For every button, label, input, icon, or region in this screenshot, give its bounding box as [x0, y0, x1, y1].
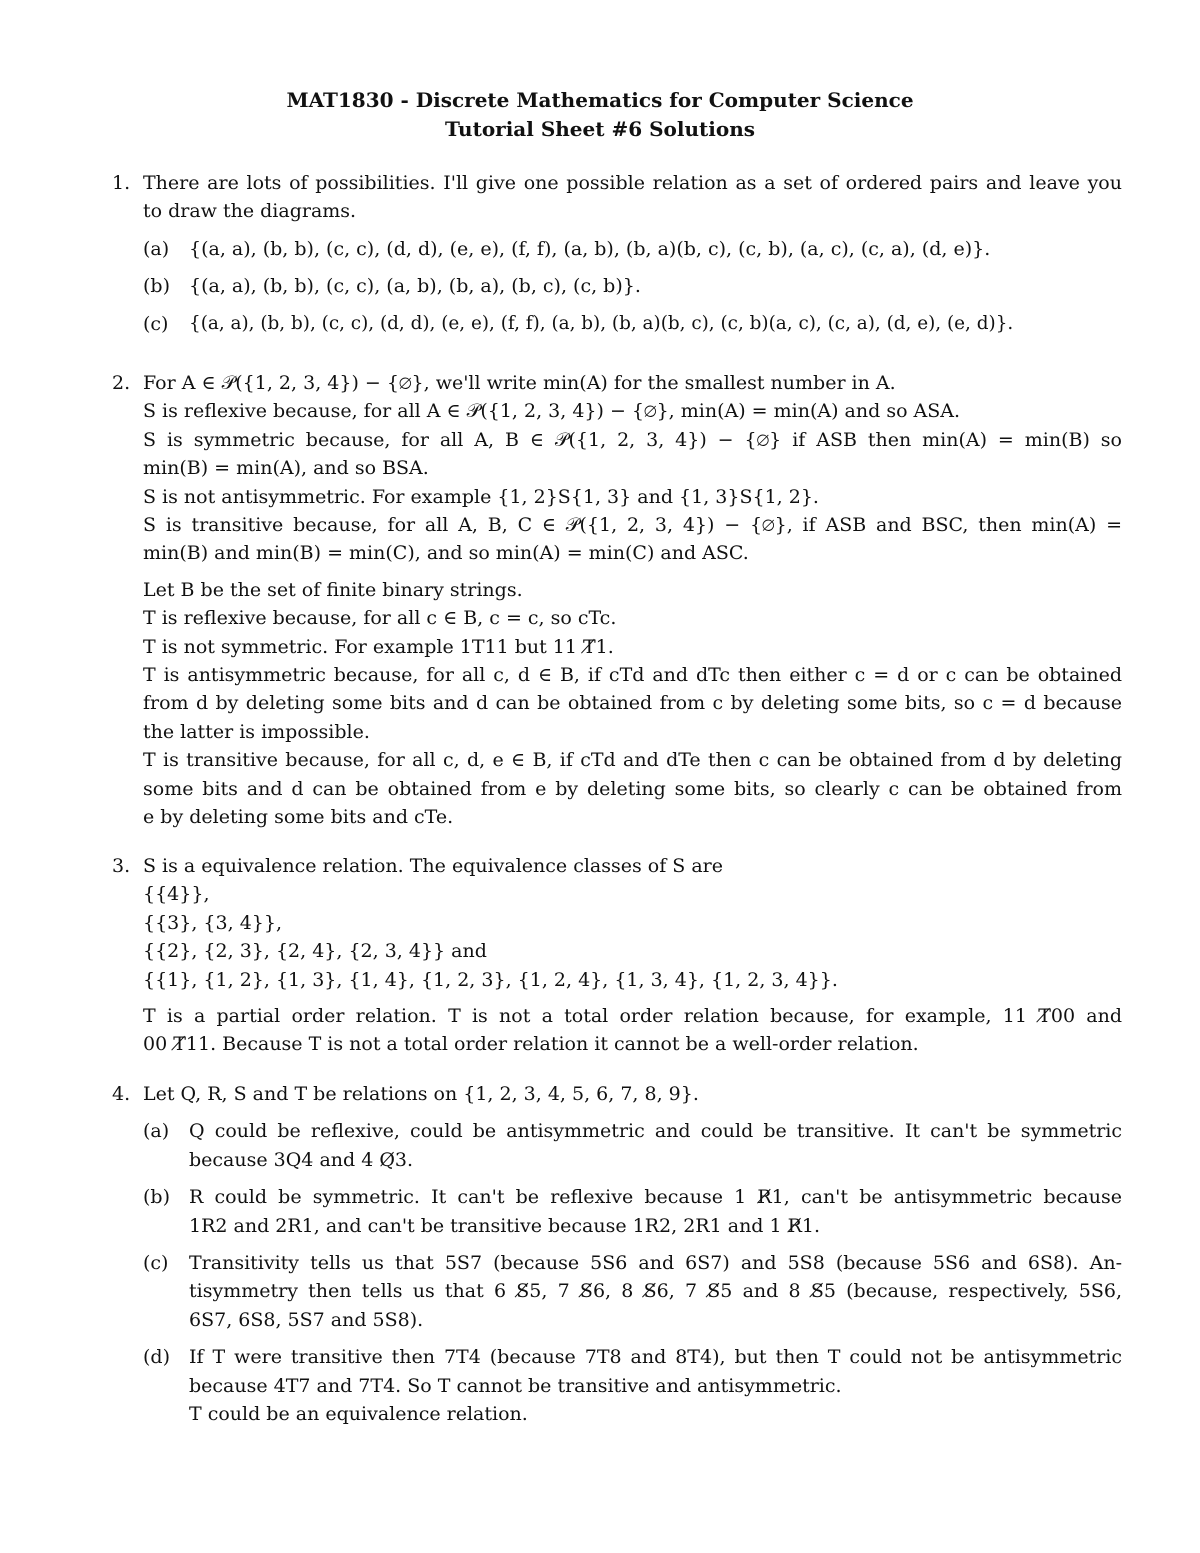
- text-line: {(a, a), (b, b), (c, c), (d, d), (e, e), (f, f), (a, b), (b, a)(b, c), (c, b), (a, c), (c, a), (d, e)}.: [189, 237, 991, 260]
- text-line: {(a, a), (b, b), (c, c), (a, b), (b, a), (b, c), (c, b)}.: [189, 275, 641, 298]
- subpart-label: (c): [143, 312, 169, 335]
- text-line: {{2}, {2, 3}, {2, 4}, {2, 3, 4}} and: [143, 940, 487, 963]
- text-line: some bits and d can be obtained from e by deleting some bits, so clearly c can be obtained from: [143, 777, 1122, 800]
- subpart-label: (d): [143, 1346, 170, 1369]
- question-number: 4.: [112, 1083, 131, 1105]
- text-line: Transitivity tells us that 5S7 (because 5S6 and 6S7) and 5S8 (because 5S6 and 6S8). An-: [189, 1252, 1122, 1275]
- text-line: R could be symmetric. It can't be reflexive because 1 R̸1, can't be antisymmetric because: [189, 1186, 1122, 1209]
- page-title: MAT1830 - Discrete Mathematics for Computer Science: [286, 88, 914, 112]
- question-3: [112, 852, 1122, 1059]
- text-line: {{3}, {3, 4}},: [143, 911, 282, 934]
- text-line: S is symmetric because, for all A, B ∈ 𝒫({1, 2, 3, 4}) − {∅} if ASB then min(A) = min(B) so: [143, 428, 1122, 451]
- document-header: [0, 86, 1200, 144]
- question-1: [112, 169, 1122, 338]
- text-line: 6S7, 6S8, 5S7 and 5S8).: [189, 1308, 424, 1331]
- text-line: {{1}, {1, 2}, {1, 3}, {1, 4}, {1, 2, 3}, {1, 2, 4}, {1, 3, 4}, {1, 2, 3, 4}}.: [143, 968, 838, 991]
- text-line: S is a equivalence relation. The equivalence classes of S are: [143, 855, 724, 877]
- text-line: S is transitive because, for all A, B, C ∈ 𝒫({1, 2, 3, 4}) − {∅}, if ASB and BSC, then min(A) =: [143, 514, 1122, 537]
- text-line: e by deleting some bits and cTe.: [143, 806, 454, 829]
- text-line: {(a, a), (b, b), (c, c), (d, d), (e, e), (f, f), (a, b), (b, a)(b, c), (c, b)(a, c), (c, a), (d, e), (e, d)}.: [189, 312, 1014, 334]
- text-line: because 4T7 and 7T4. So T cannot be transitive and antisymmetric.: [189, 1374, 842, 1397]
- question-number: 1.: [112, 172, 131, 194]
- text-line: T is reflexive because, for all c ∈ B, c = c, so cTc.: [143, 607, 617, 630]
- text-line: from d by deleting some bits and d can be obtained from c by deleting some bits, so c = d because: [143, 692, 1122, 715]
- text-line: T is transitive because, for all c, d, e ∈ B, if cTd and dTe then c can be obtained from d by deleting: [143, 749, 1122, 772]
- subpart-c: [143, 310, 1122, 338]
- text-line: If T were transitive then 7T4 (because 7T8 and 8T4), but then T could not be antisymmetric: [189, 1346, 1122, 1369]
- text-line: Let Q, R, S and T be relations on {1, 2, 3, 4, 5, 6, 7, 8, 9}.: [143, 1083, 699, 1105]
- text-line: 00 T̸11. Because T is not a total order relation it cannot be a well-order relation.: [143, 1033, 919, 1056]
- subpart-label: (b): [143, 1186, 170, 1209]
- page-subtitle: Tutorial Sheet #6 Solutions: [445, 117, 755, 141]
- question-body: [143, 169, 1122, 338]
- text-line: T is antisymmetric because, for all c, d ∈ B, if cTd and dTc then either c = d or c can be obtained: [143, 664, 1122, 687]
- text-line: to draw the diagrams.: [143, 200, 357, 223]
- subpart-b: [143, 272, 1122, 300]
- text-line: Let B be the set of finite binary strings.: [143, 578, 523, 601]
- question-number: 3.: [112, 855, 131, 877]
- text-line: min(B) and min(B) = min(C), and so min(A) = min(C) and ASC.: [143, 542, 749, 565]
- text-line: {{4}},: [143, 883, 210, 906]
- subpart-a: [143, 1117, 1122, 1174]
- subpart-label: (a): [143, 1120, 170, 1143]
- question-4: [112, 1080, 1122, 1428]
- text-line: T is a partial order relation. T is not a total order relation because, for example, 11 T̸00 and: [143, 1005, 1122, 1028]
- subpart-a: [143, 235, 1122, 263]
- subpart-c: [143, 1249, 1122, 1334]
- text-line: S is not antisymmetric. For example {1, 2}S{1, 3} and {1, 3}S{1, 2}.: [143, 485, 819, 508]
- text-line: There are lots of possibilities. I'll give one possible relation as a set of ordered pairs and leave you: [143, 172, 1122, 194]
- question-2: [112, 369, 1122, 832]
- question-body: [143, 1080, 1122, 1428]
- subpart-label: (a): [143, 237, 170, 260]
- question-body: [143, 369, 1122, 832]
- question-number: 2.: [112, 372, 131, 394]
- subpart-label: (b): [143, 275, 170, 298]
- text-line: 1R2 and 2R1, and can't be transitive because 1R2, 2R1 and 1 R̸1.: [189, 1214, 821, 1237]
- text-line: S is reflexive because, for all A ∈ 𝒫({1, 2, 3, 4}) − {∅}, min(A) = min(A) and so ASA.: [143, 400, 961, 423]
- text-line: min(B) = min(A), and so BSA.: [143, 457, 429, 480]
- text-line: tisymmetry then tells us that 6 S̸5, 7 S̸6, 8 S̸6, 7 S̸5 and 8 S̸5 (because, respectively, 5S6,: [189, 1280, 1122, 1303]
- subpart-d: [143, 1343, 1122, 1428]
- text-line: For A ∈ 𝒫({1, 2, 3, 4}) − {∅}, we'll write min(A) for the smallest number in A.: [143, 372, 896, 394]
- text-line: T is not symmetric. For example 1T11 but 11 T̸1.: [143, 635, 614, 658]
- subpart-b: [143, 1183, 1122, 1240]
- subpart-label: (c): [143, 1252, 169, 1275]
- text-line: T could be an equivalence relation.: [189, 1403, 528, 1426]
- question-body: [143, 852, 1122, 1059]
- text-line: Q could be reflexive, could be antisymmetric and could be transitive. It can't be symmetric: [189, 1120, 1122, 1143]
- text-line: the latter is impossible.: [143, 720, 370, 743]
- text-line: because 3Q4 and 4 Q̸3.: [189, 1148, 414, 1171]
